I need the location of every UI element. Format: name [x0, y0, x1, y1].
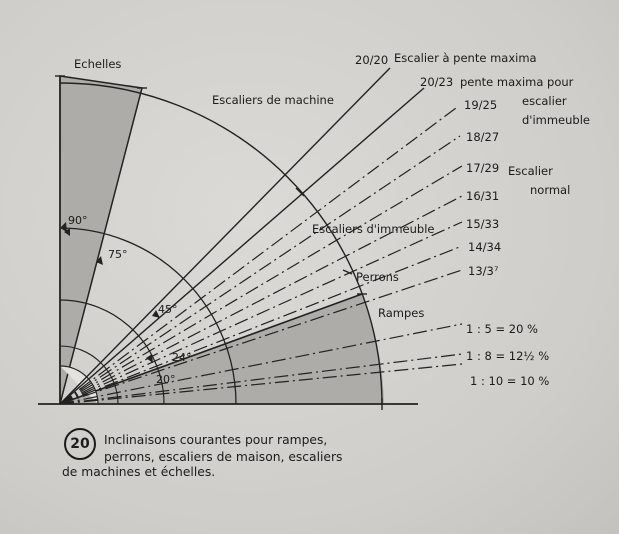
ratio-label: 13/3⁷: [468, 264, 499, 278]
ratio-note: d'immeuble: [522, 113, 590, 127]
slope-label: 1 : 10 = 10 %: [470, 374, 550, 388]
ratio-label: 17/29: [466, 161, 500, 175]
ratio-note: normal: [530, 183, 571, 197]
caption-line-2: perrons, escaliers de maison, escaliers: [104, 450, 343, 464]
ratio-note: Escalier à pente maxima: [394, 51, 537, 65]
ratio-note: pente maxima pour: [460, 75, 574, 89]
slope-label: 1 : 8 = 12½ %: [466, 349, 550, 363]
ratio-label: 19/25: [464, 98, 498, 112]
angle-24: 24°: [172, 351, 192, 364]
caption-line-3: de machines et échelles.: [62, 465, 216, 479]
ratio-label: 16/31: [466, 189, 500, 203]
figure-number: 20: [64, 428, 96, 460]
slope-labels: [466, 322, 549, 388]
ratio-label: 14/34: [468, 240, 502, 254]
angle-90: 90°: [68, 214, 88, 227]
angle-45: 45°: [158, 303, 178, 316]
label-escaliers-machine: Escaliers de machine: [212, 93, 334, 107]
slope-label: 1 : 5 = 20 %: [466, 322, 538, 336]
angle-75: 75°: [108, 248, 128, 261]
label-escaliers-immeuble: Escaliers d'immeuble: [312, 222, 435, 236]
ratio-label: 18/27: [466, 130, 500, 144]
angle-20: 20°: [156, 373, 176, 386]
label-echelles: Echelles: [74, 57, 122, 71]
ratio-label: 20/23: [420, 75, 454, 89]
ratio-note: escalier: [522, 94, 567, 108]
label-rampes: Rampes: [378, 306, 425, 320]
ratio-label: 20/20: [355, 53, 389, 67]
label-perrons: Perrons: [356, 270, 399, 284]
echelles-sector: [60, 76, 142, 404]
caption-line-1: Inclinaisons courantes pour rampes,: [104, 433, 328, 447]
ratio-label: 15/33: [466, 217, 500, 231]
ratio-labels: [355, 51, 590, 278]
ratio-note: Escalier: [508, 164, 553, 178]
